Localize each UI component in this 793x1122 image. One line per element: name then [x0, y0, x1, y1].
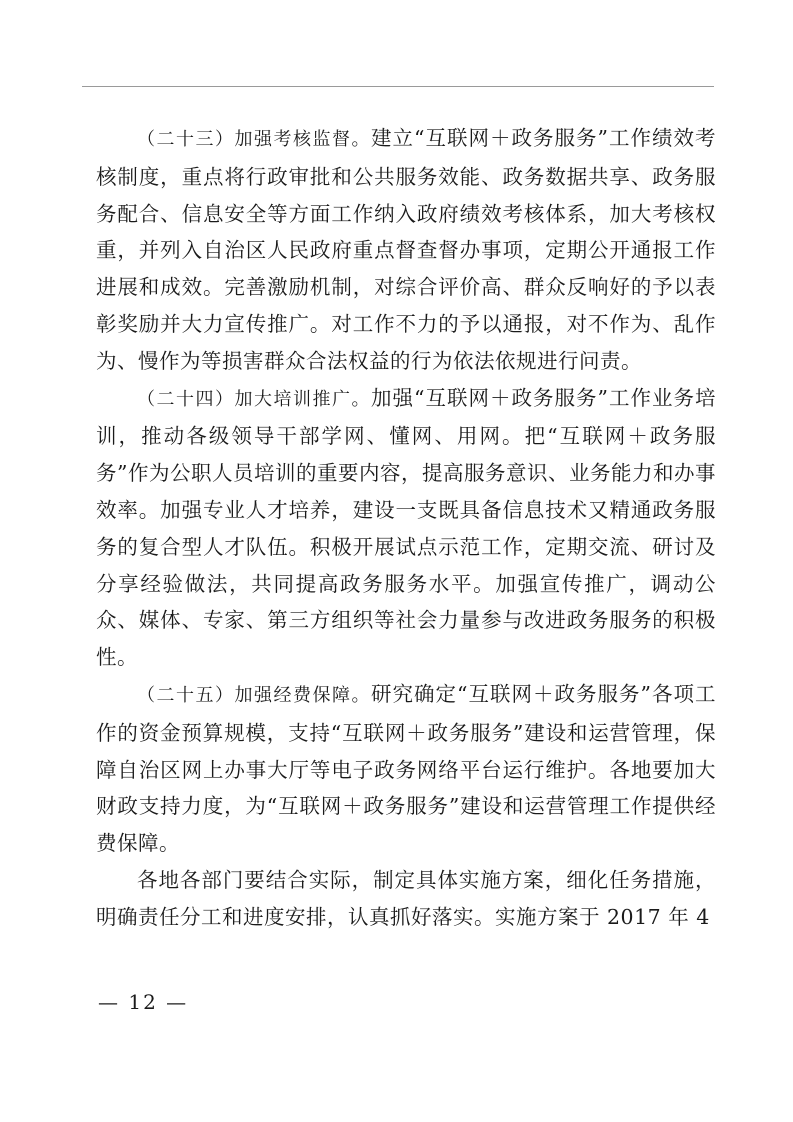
page-number: — 12 —: [98, 990, 189, 1014]
document-body: [96, 120, 716, 936]
section-heading-24: （二十四）加大培训推广。: [137, 388, 372, 410]
paragraph-text-24: 加强“互联网＋政务服务”工作业务培训，推动各级领导干部学网、懂网、用网。把“互联网＋政务服务”作为公职人员培训的重要内容，提高服务意识、业务能力和办事效率。加强专业人才培养，建设一支既具备信息技术又精通政务服务的复合型人才队伍。积极开展试点示范工作，定期交流、研讨及分享经验做法，共同提高政务服务水平。加强宣传推广，调动公众、媒体、专家、第三方组织等社会力量参与改进政务服务的积极性。: [96, 385, 716, 670]
paragraph-23: [96, 120, 716, 380]
section-heading-23: （二十三）加强考核监督。: [137, 129, 372, 150]
paragraph-24: [96, 380, 716, 676]
paragraph-text-closing: 各地各部门要结合实际，制定具体实施方案，细化任务措施，明确责任分工和进度安排，认真抓好落实。实施方案于 2017 年 4: [96, 867, 716, 929]
paragraph-text-25: 研究确定“互联网＋政务服务”各项工作的资金预算规模，支持“互联网＋政务服务”建设和运营管理，保障自治区网上办事大厅等电子政务网络平台运行维护。各地要加大财政支持力度，为“互联网＋政务服务”建设和运营管理工作提供经费保障。: [96, 681, 716, 856]
paragraph-text-23: 建立“互联网＋政务服务”工作绩效考核制度，重点将行政审批和公共服务效能、政务数据共享、政务服务配合、信息安全等方面工作纳入政府绩效考核体系，加大考核权重，并列入自治区人民政府重点督查督办事项，定期公开通报工作进展和成效。完善激励机制，对综合评价高、群众反响好的予以表彰奖励并大力宣传推广。对工作不力的予以通报，对不作为、乱作为、慢作为等损害群众合法权益的行为依法依规进行问责。: [96, 126, 716, 373]
paragraph-closing: [96, 862, 716, 936]
paragraph-25: [96, 676, 716, 862]
header-rule: [82, 86, 714, 87]
section-heading-25: （二十五）加强经费保障。: [137, 684, 372, 706]
